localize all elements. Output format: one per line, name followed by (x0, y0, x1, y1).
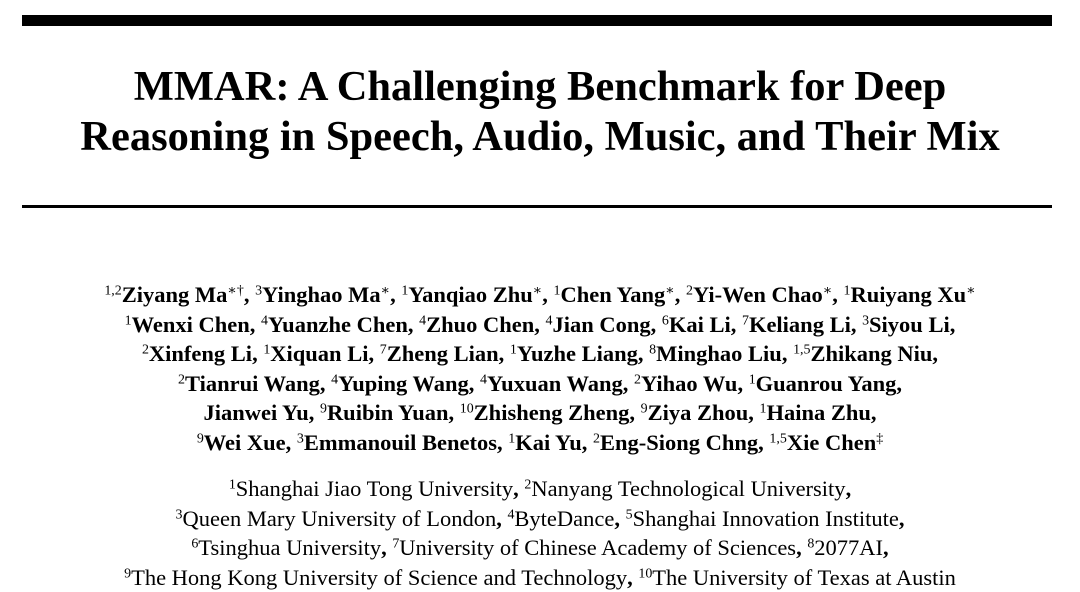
author-list (0, 280, 1080, 457)
bottom-rule (22, 205, 1052, 208)
separator: , (832, 282, 844, 307)
author-name: Zheng Lian (386, 341, 499, 366)
affiliation-number: 4 (261, 312, 268, 328)
author-footnote-mark: ∗ (532, 283, 543, 299)
affiliation-entry (229, 476, 525, 501)
separator: , (390, 282, 402, 307)
author-line (0, 398, 1080, 428)
affiliation-line (0, 563, 1080, 592)
author-entry (419, 312, 545, 337)
author-entry (510, 341, 649, 366)
affiliation-number: 1,5 (793, 342, 811, 358)
author-entry (297, 430, 508, 455)
separator: , (496, 505, 508, 531)
separator: , (949, 311, 956, 337)
separator: , (319, 370, 332, 396)
separator: , (781, 341, 794, 366)
author-footnote-mark: ∗ (665, 283, 675, 299)
affiliation-entry (638, 565, 956, 590)
separator: , (627, 564, 639, 590)
affiliation-number: 1 (748, 371, 756, 387)
author-name: Siyou Li (869, 311, 950, 337)
author-entry (261, 312, 419, 337)
affiliation-number: 1 (401, 283, 409, 299)
author-name: Wenxi Chen (131, 311, 250, 337)
affiliation-entry (524, 476, 851, 501)
affiliation-number: 1,5 (769, 430, 787, 446)
affiliation-name: University of Chinese Academy of Sciences (399, 535, 797, 560)
author-name: Jian Cong (552, 311, 651, 337)
affiliation-number: 1 (843, 283, 851, 299)
separator: , (308, 400, 320, 425)
affiliation-number: 8 (649, 342, 657, 358)
author-name: Ziyang Ma (121, 282, 228, 307)
affiliation-number: 6 (661, 312, 669, 328)
separator: , (468, 370, 481, 396)
author-name: Yuping Wang (338, 370, 469, 396)
author-name: Zhikang Niu (810, 341, 933, 366)
author-line (0, 310, 1080, 340)
affiliation-line (0, 533, 1080, 563)
separator: , (845, 476, 852, 501)
author-footnote-mark: ∗ (966, 283, 976, 299)
author-name: Ruibin Yuan (326, 400, 449, 425)
affiliation-number: 1 (124, 312, 132, 328)
affiliation-name: The Hong Kong University of Science and Technology (131, 564, 628, 590)
affiliation-name: 2077AI (814, 535, 884, 560)
separator: , (870, 400, 877, 425)
separator: , (650, 311, 662, 337)
affiliation-number: 1 (508, 430, 516, 446)
separator: , (674, 282, 687, 307)
affiliation-number: 4 (419, 312, 427, 328)
separator: , (730, 311, 742, 337)
affiliation-number: 1 (509, 342, 517, 358)
author-entry (263, 341, 379, 366)
separator: , (285, 429, 297, 455)
author-entry (554, 282, 687, 307)
separator: , (758, 429, 770, 455)
author-name: Emmanouil Benetos (303, 429, 498, 455)
affiliation-name: Shanghai Innovation Institute (632, 505, 899, 531)
affiliation-entry (191, 535, 392, 560)
affiliation-number: 7 (741, 312, 749, 328)
separator: , (796, 535, 808, 560)
separator: , (748, 400, 760, 425)
author-footnote-mark: ∗† (227, 283, 244, 299)
author-entry (742, 312, 862, 337)
affiliation-entry (176, 506, 508, 531)
affiliation-number: 3 (862, 312, 870, 328)
affiliation-name: ByteDance (514, 505, 615, 531)
affiliation-number: 8 (807, 536, 815, 552)
author-entry (255, 282, 401, 307)
author-name: Yuzhe Liang (516, 341, 638, 366)
separator: , (249, 311, 262, 337)
separator: , (629, 400, 641, 425)
affiliation-entry (807, 535, 888, 560)
separator: , (243, 282, 256, 307)
affiliation-number: 9 (640, 401, 648, 417)
affiliation-number: 5 (625, 506, 633, 522)
author-entry (844, 282, 976, 307)
author-line (0, 428, 1080, 458)
author-name: Xiquan Li (270, 341, 369, 366)
author-entry (197, 430, 297, 455)
author-entry (125, 312, 261, 337)
author-entry (142, 341, 263, 366)
affiliation-number: 1 (263, 342, 271, 358)
affiliation-number: 2 (633, 371, 641, 387)
author-name: Ziya Zhou (647, 400, 749, 425)
top-rule (22, 15, 1052, 26)
author-line (0, 339, 1080, 369)
author-name: Tianrui Wang (184, 370, 320, 396)
affiliation-number: 4 (480, 371, 487, 387)
author-entry (760, 400, 877, 425)
affiliation-number: 9 (319, 401, 327, 417)
author-footnote-mark: ∗ (380, 283, 391, 299)
separator: , (498, 341, 510, 366)
affiliation-number: 4 (507, 506, 515, 522)
separator: , (737, 370, 749, 396)
affiliation-number: 9 (196, 430, 204, 446)
affiliation-name: Tsinghua University (198, 535, 382, 560)
author-name: Xie Chen (786, 429, 877, 455)
author-entry (508, 430, 593, 455)
author-name: Yuanzhe Chen (268, 311, 408, 337)
affiliation-number: 2 (178, 371, 185, 387)
author-entry (686, 282, 844, 307)
author-entry (380, 341, 510, 366)
author-entry (769, 430, 883, 455)
author-entry (593, 430, 769, 455)
author-name: Jianwei Yu (203, 400, 309, 425)
affiliation-number: 2 (592, 430, 600, 446)
affiliation-number: 1,2 (104, 283, 122, 299)
author-name: Haina Zhu (766, 400, 871, 425)
affiliation-name: The University of Texas at Austin (652, 564, 956, 590)
separator: , (448, 400, 460, 425)
separator: , (497, 429, 509, 455)
separator: , (252, 341, 264, 366)
author-name: Ruiyang Xu (850, 282, 967, 307)
affiliation-line (0, 504, 1080, 534)
affiliation-number: 2 (686, 283, 693, 299)
author-entry (178, 371, 331, 396)
affiliation-number: 1 (228, 477, 236, 493)
author-name: Yihao Wu (640, 370, 738, 396)
author-name: Yi-Wen Chao (693, 282, 823, 307)
author-name: Xinfeng Li (148, 341, 253, 366)
author-name: Yanqiao Zhu (408, 282, 533, 307)
affiliation-number: 10 (459, 401, 474, 417)
author-name: Minghao Liu (656, 341, 782, 366)
separator: , (614, 505, 626, 531)
title-line-2: Reasoning in Speech, Audio, Music, and Their Mix (80, 113, 1000, 160)
author-name: Eng-Siong Chng (599, 429, 759, 455)
author-entry (649, 341, 793, 366)
author-entry (545, 312, 661, 337)
separator: , (898, 505, 905, 531)
author-entry (331, 371, 480, 396)
author-entry (862, 312, 955, 337)
affiliation-entry (626, 506, 905, 531)
author-line (0, 369, 1080, 399)
author-entry (104, 282, 255, 307)
affiliation-number: 2 (141, 342, 149, 358)
affiliation-number: 6 (191, 536, 199, 552)
author-name: Zhisheng Zheng (473, 400, 630, 425)
affiliation-line (0, 474, 1080, 504)
separator: , (622, 370, 634, 396)
author-entry (793, 341, 938, 366)
affiliation-list (0, 474, 1080, 592)
author-name: Chen Yang (560, 282, 666, 307)
affiliation-entry (392, 535, 807, 560)
author-entry (480, 371, 634, 396)
author-name: Wei Xue (203, 429, 286, 455)
author-name: Yinghao Ma (262, 282, 381, 307)
separator: , (581, 429, 593, 455)
affiliation-entry (507, 506, 625, 531)
author-entry (641, 400, 760, 425)
author-footnote-mark: ∗ (822, 283, 833, 299)
author-name: Keliang Li (748, 311, 851, 337)
separator: , (407, 311, 420, 337)
affiliation-number: 7 (379, 342, 387, 358)
separator: , (381, 535, 393, 560)
author-footnote-mark: ‡ (876, 430, 884, 446)
author-name: Kai Yu (515, 429, 582, 455)
separator: , (883, 535, 889, 560)
author-name: Zhuo Chen (426, 311, 535, 337)
affiliation-name: Queen Mary University of London (182, 505, 497, 531)
title-line-1: MMAR: A Challenging Benchmark for Deep (133, 63, 947, 110)
author-name: Kai Li (668, 311, 731, 337)
affiliation-number: 7 (392, 536, 400, 552)
separator: , (534, 311, 546, 337)
author-entry (460, 400, 641, 425)
affiliation-number: 4 (331, 371, 339, 387)
author-entry (401, 282, 553, 307)
separator: , (513, 476, 525, 501)
affiliation-number: 4 (545, 312, 553, 328)
affiliation-number: 3 (175, 506, 183, 522)
separator: , (850, 311, 863, 337)
affiliation-entry (124, 565, 638, 590)
author-entry (749, 371, 902, 396)
affiliation-number: 10 (638, 565, 653, 581)
affiliation-number: 1 (759, 401, 767, 417)
author-name: Yuxuan Wang (487, 370, 623, 396)
affiliation-number: 2 (524, 477, 532, 493)
author-name: Guanrou Yang (755, 370, 897, 396)
author-entry (320, 400, 460, 425)
author-entry (662, 312, 742, 337)
affiliation-number: 3 (255, 283, 263, 299)
separator: , (896, 370, 902, 396)
separator: , (932, 341, 939, 366)
author-line (0, 280, 1080, 310)
author-entry (634, 371, 749, 396)
paper-title (0, 62, 1080, 162)
affiliation-name: Nanyang Technological University (531, 476, 846, 501)
affiliation-number: 9 (124, 565, 132, 581)
affiliation-name: Shanghai Jiao Tong University (235, 476, 514, 501)
separator: , (542, 282, 554, 307)
affiliation-number: 1 (553, 283, 561, 299)
separator: , (637, 341, 650, 366)
separator: , (368, 341, 380, 366)
affiliation-number: 3 (296, 430, 304, 446)
author-entry (203, 400, 320, 425)
